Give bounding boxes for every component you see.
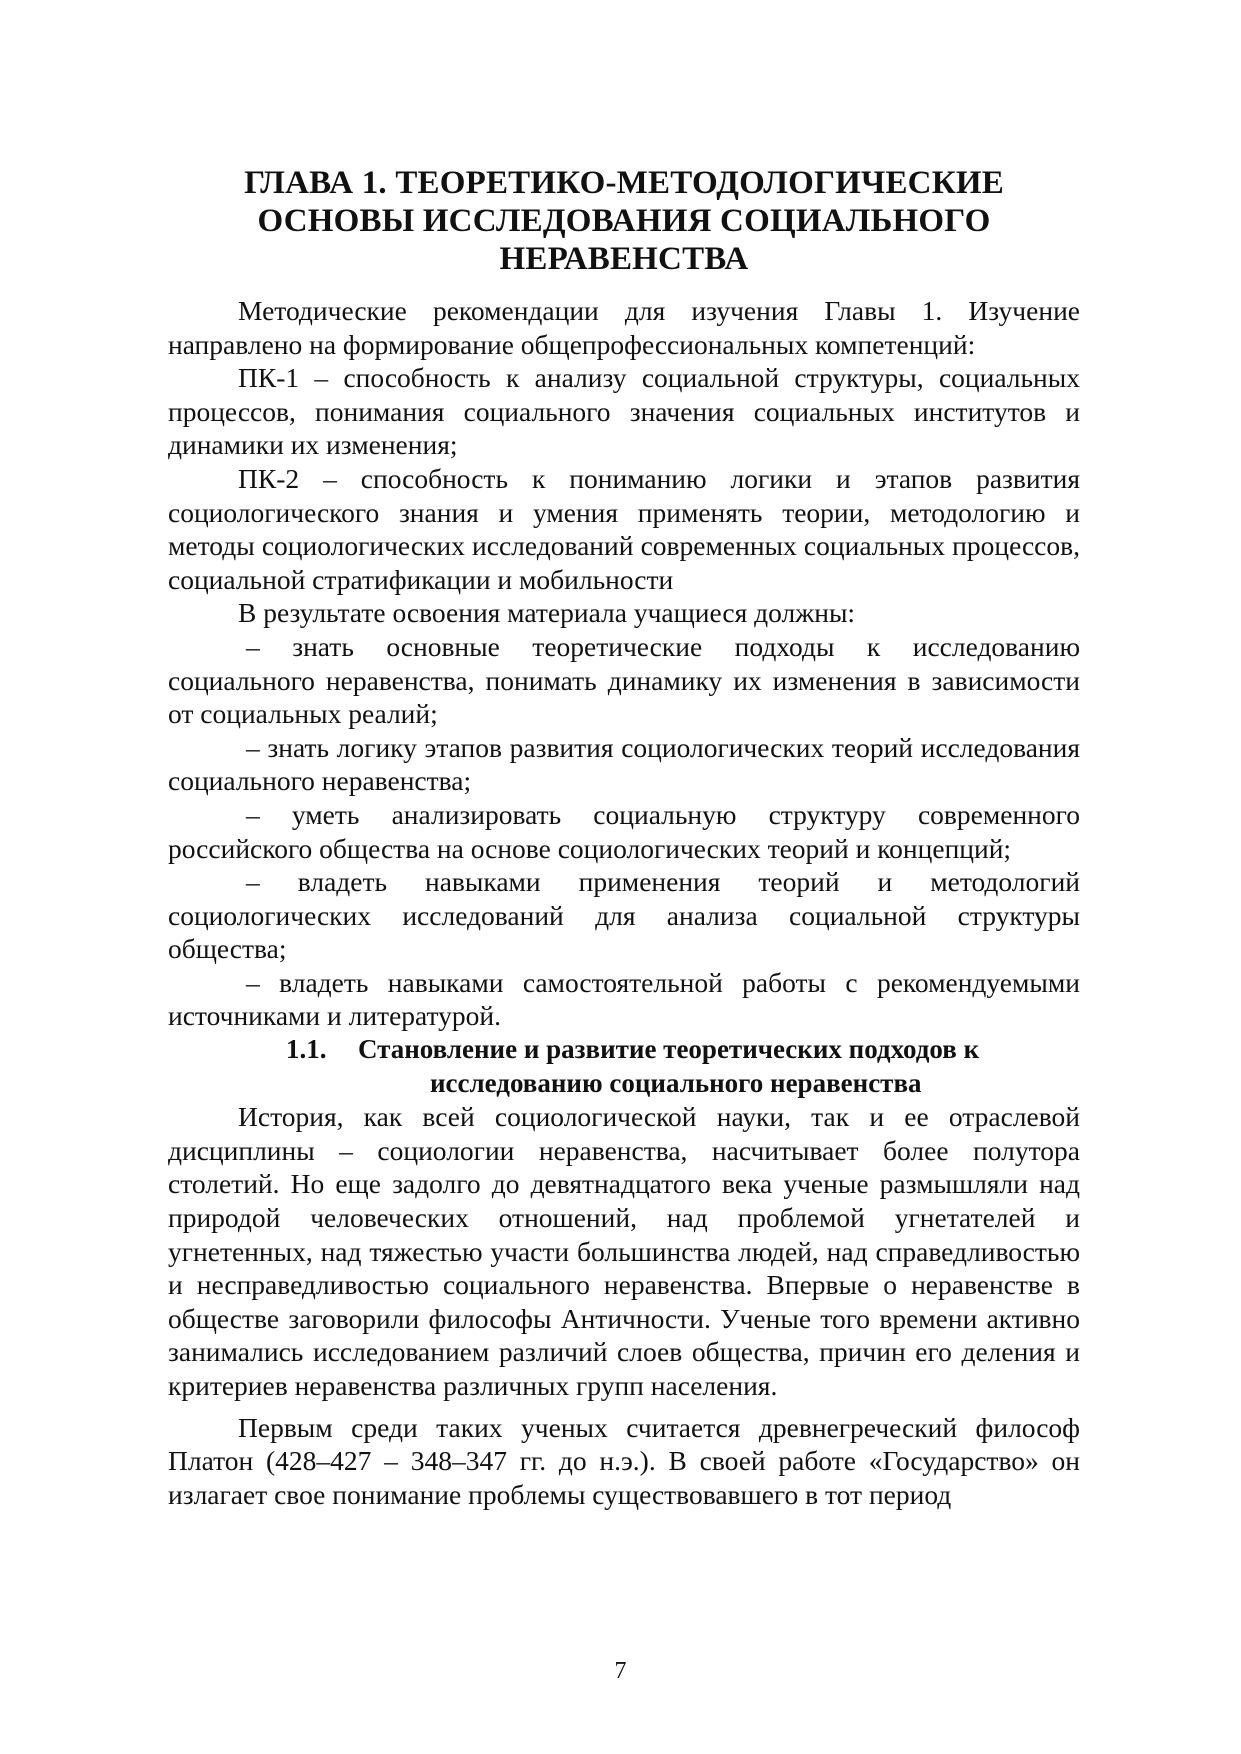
- body-text: [168, 294, 1080, 1511]
- page-number: 7: [614, 1658, 627, 1684]
- chapter-title: [168, 164, 1080, 278]
- competency-item: ПК-1 – способность к анализу социальной структуры, социальных процессов, понимания социального значения социальных институтов и динамики их изменения;: [168, 362, 1080, 461]
- section-paragraph: Первым среди таких ученых считается древнегреческий философ Платон (428–427 – 348–347 гг. до н.э.). В своей работе «Государство» он излагает свое понимание проблемы существовавшего в тот период: [168, 1411, 1080, 1510]
- section-heading-line: [168, 1033, 1080, 1067]
- competency-item: ПК-2 – способность к пониманию логики и этапов развития социологического знания и умения применять теории, методологию и методы социологических исследований современных социальных процессов, социальной стратификации и мобильности: [168, 462, 1080, 595]
- section-title-line1: Становление и развитие теоретических подходов к: [358, 1034, 980, 1065]
- section-paragraph: История, как всей социологической науки, так и ее отраслевой дисциплины – социологии неравенства, насчитывает более полутора столетий. Но еще задолго до девятнадцатого века ученые размышляли над природой человеческих отношений, над проблемой угнетателей и угнетенных, над тяжестью участи большинства людей, над справедливостью и несправедливостью социального неравенства. Впервые о неравенстве в обществе заговорили философы Античности. Ученые того времени активно занимались исследованием различий слоев общества, причин его деления и критериев неравенства различных групп населения.: [168, 1101, 1080, 1401]
- chapter-title-line: ГЛАВА 1. ТЕОРЕТИКО-МЕТОДОЛОГИЧЕСКИЕ: [244, 165, 1004, 201]
- chapter-title-line: ОСНОВЫ ИССЛЕДОВАНИЯ СОЦИАЛЬНОГО: [257, 203, 991, 239]
- outcome-item: – уметь анализировать социальную структуру современного российского общества на основе социологических теорий и концепций;: [168, 798, 1080, 864]
- recommendations-intro: Методические рекомендации для изучения Главы 1. Изучение направлено на формирование общепрофессиональных компетенций:: [168, 295, 1080, 360]
- section-title-line2: исследованию социального неравенства: [430, 1067, 922, 1098]
- outcome-item: – знать основные теоретические подходы к исследованию социального неравенства, понимать динамику их изменения в зависимости от социальных реалий;: [168, 630, 1080, 730]
- outcome-item: – владеть навыками применения теорий и методологий социологических исследований для анализа социальной структуры общества;: [168, 866, 1080, 965]
- section-heading: [168, 1033, 1080, 1100]
- section-number: 1.1.: [286, 1034, 327, 1065]
- chapter-title-line: НЕРАВЕНСТВА: [499, 241, 749, 277]
- outcome-item: – знать логику этапов развития социологических теорий исследования социального неравенства;: [168, 731, 1080, 797]
- outcome-item: – владеть навыками самостоятельной работы с рекомендуемыми источниками и литературой.: [168, 966, 1080, 1032]
- outcomes-lead: В результате освоения материала учащиеся должны:: [238, 597, 856, 629]
